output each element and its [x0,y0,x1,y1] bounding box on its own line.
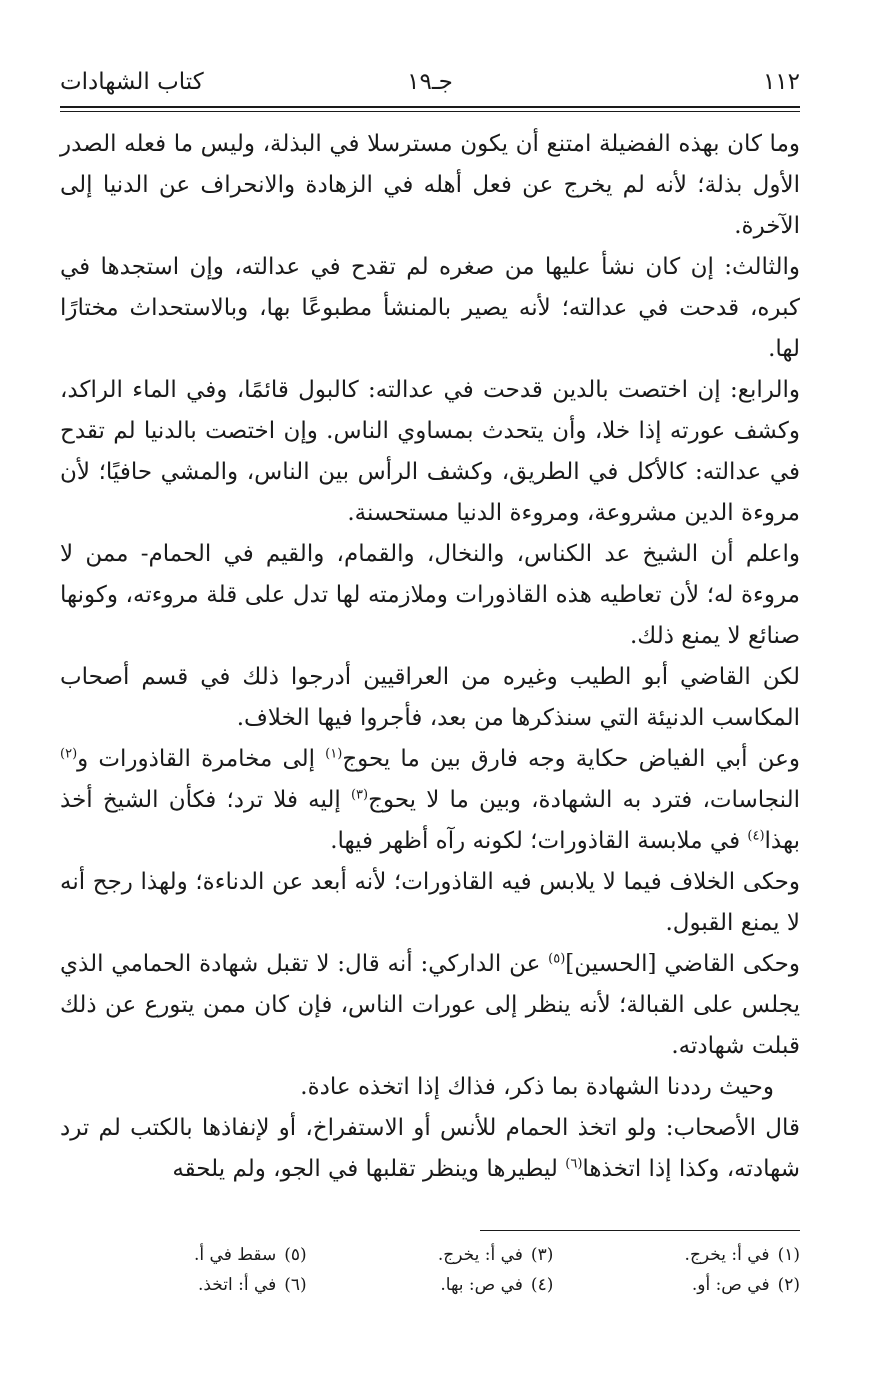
paragraph-text: واعلم أن الشيخ عد الكناس، والنخال، والقمام، والقيم في الحمام- ممن لا مروءة له؛ لأن تعاطيه هذه القاذورات وملازمته لها تدل على قلة مروءته، وكونها صنائع لا يمنع ذلك. [60,541,800,649]
paragraph-text: لكن القاضي أبو الطيب وغيره من العراقيين أدرجوا ذلك في قسم أصحاب المكاسب الدنيئة التي سنذكرها من بعد، فأجروا فيها الخلاف. [60,664,800,731]
footnote-marker: (٢) [60,746,78,762]
body-text [60,124,800,1190]
paragraph [60,862,800,944]
footnote-text: سقط في أ. [194,1245,277,1265]
paragraph [60,247,800,370]
paragraph-text: وعن أبي الفياض حكاية وجه فارق بين ما يحوج [342,746,800,772]
footnote-item [553,1272,800,1298]
paragraph-text: والرابع: إن اختصت بالدين قدحت في عدالته: كالبول قائمًا، وفي الماء الراكد، وكشف عورته إذا خلا، وأن يتحدث بمساوي الناس. وإن اختصت بالدنيا لم تقدح في عدالته: كالأكل في الطريق، وكشف الرأس بين الناس، والمشي حافيًا؛ لأن مروءة الدين مشروعة، ومروءة الدنيا مستحسنة. [60,377,800,526]
footnote-item [60,1242,307,1268]
paragraph-text: إليه فلا ترد؛ فكأن الشيخ أخذ بهذا [60,787,800,854]
footnote-item [60,1272,307,1298]
footnote-number: (٢) [777,1275,800,1295]
page-number: ١١٢ [762,69,800,95]
footnote-marker: (٤) [747,828,765,844]
footnote-text: في أ: يخرج. [437,1245,523,1265]
paragraph [60,657,800,739]
paragraph [60,1108,800,1190]
footnote-item [553,1242,800,1268]
footnote-number: (٥) [284,1245,307,1265]
footnote-marker: (٦) [565,1156,583,1172]
footnote-text: في أ: اتخذ. [197,1275,277,1295]
book-page [60,60,800,1350]
book-title: كتاب الشهادات [60,69,204,95]
footnote-marker: (٣) [350,787,369,803]
paragraph-text: وما كان بهذه الفضيلة امتنع أن يكون مسترسلا في البذلة، وليس ما فعله الصدر الأول بذلة؛ لأنه لم يخرج عن فعل أهله في الزهادة والانحراف عن الدنيا إلى الآخرة. [60,131,800,239]
paragraph [60,739,800,862]
paragraph [60,370,800,534]
footnotes [60,1242,800,1298]
paragraph-text: ليطيرها وينظر تقلبها في الجو، ولم يلحقه [172,1156,566,1182]
paragraph-text: وحكى القاضي [الحسين] [565,951,800,977]
paragraph [60,944,800,1067]
paragraph-text: والثالث: إن كان نشأ عليها من صغره لم تقدح في عدالته، وإن استجدها في كبره، قدحت في عدالته؛ لأنه يصير بالمنشأ مطبوعًا بها، وبالاستحداث مختارًا لها. [60,254,800,362]
footnote-marker: (١) [325,746,343,762]
running-header [60,60,800,104]
paragraph-text: إلى مخامرة القاذورات و [77,746,326,772]
footnote-text: في ص: بها. [440,1275,523,1295]
header-rule [60,106,800,112]
footnote-text: في ص: أو. [691,1275,770,1295]
paragraph [60,1067,800,1108]
footnote-number: (٦) [284,1275,307,1295]
paragraph-text: وحكى الخلاف فيما لا يلابس فيه القاذورات؛ لأنه أبعد عن الدناءة؛ ولهذا رجح أنه لا يمنع القبول. [60,869,800,936]
footnote-item [307,1242,554,1268]
paragraph [60,534,800,657]
footnote-number: (١) [777,1245,800,1265]
paragraph [60,124,800,247]
footnote-number: (٣) [530,1245,554,1265]
paragraph-text: في ملابسة القاذورات؛ لكونه رآه أظهر فيها. [330,828,748,854]
footnote-marker: (٥) [548,951,566,967]
footnote-item [307,1272,554,1298]
paragraph-text: النجاسات، فترد به الشهادة، وبين ما لا يحوج [368,787,800,813]
footnote-text: في أ: يخرج. [684,1245,770,1265]
paragraph-text: عن الداركي: أنه قال: لا تقبل شهادة الحمامي الذي يجلس على القبالة؛ لأنه ينظر إلى عورات الناس، فإن كان ممن يتورع عن ذلك قبلت شهادته. [60,951,800,1059]
footnote-number: (٤) [530,1275,554,1295]
paragraph-text: وحيث رددنا الشهادة بما ذكر، فذاك إذا اتخذه عادة. [300,1074,774,1100]
volume-label: جـ١٩ [407,69,453,95]
footnote-rule [480,1230,800,1231]
paragraph-text: قال الأصحاب: ولو اتخذ الحمام للأنس أو الاستفراخ، أو لإنفاذها بالكتب لم ترد شهادته، وكذا إذا اتخذها [60,1115,800,1182]
